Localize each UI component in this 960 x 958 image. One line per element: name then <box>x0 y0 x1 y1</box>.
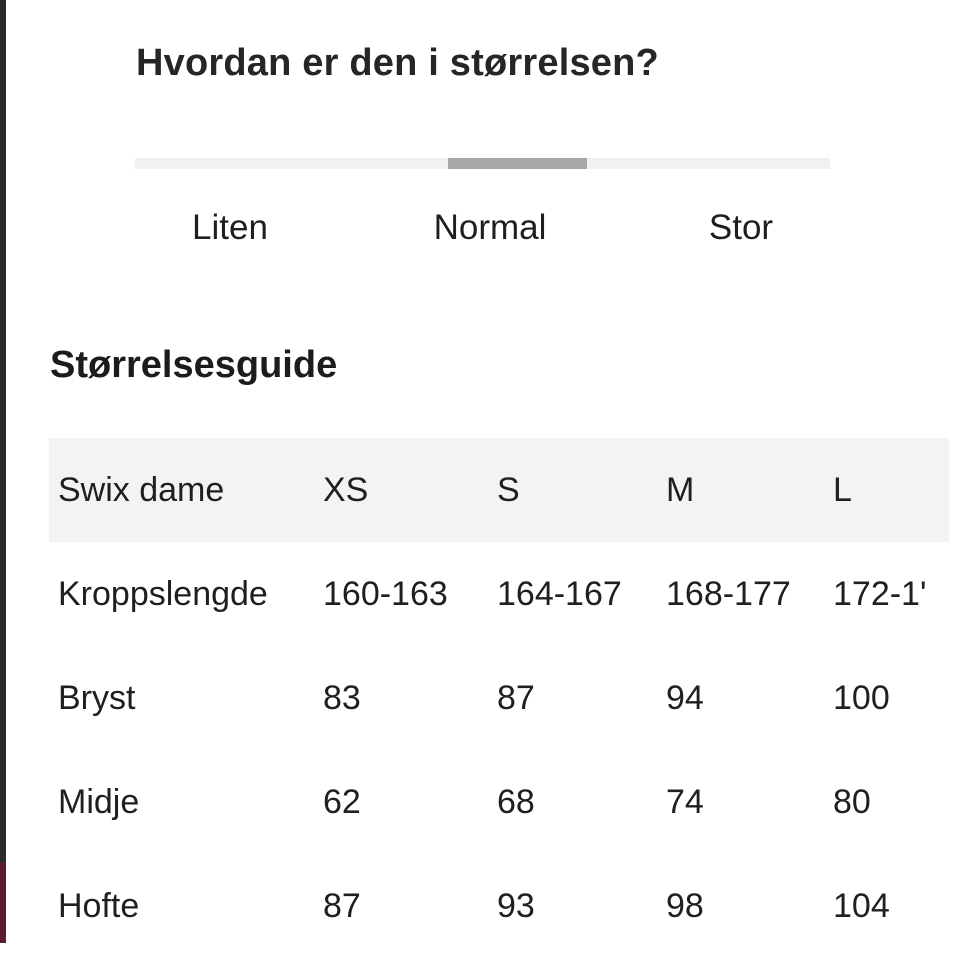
table-cell: 93 <box>497 886 535 925</box>
row-label-midje: Midje <box>58 782 140 821</box>
fit-label-stor: Stor <box>708 208 774 247</box>
fit-slider-track <box>135 158 830 169</box>
header-size-l: L <box>833 470 852 509</box>
size-table <box>49 438 949 958</box>
row-label-bryst: Bryst <box>58 678 136 717</box>
left-edge-strip <box>0 0 6 943</box>
row-label-hofte: Hofte <box>58 886 140 925</box>
table-cell: 87 <box>323 886 361 925</box>
table-cell: 168-177 <box>666 574 791 613</box>
table-row <box>49 854 949 958</box>
header-size-s: S <box>497 470 520 509</box>
fit-label-liten: Liten <box>192 208 268 247</box>
fit-question-title: Hvordan er den i størrelsen? <box>136 42 659 84</box>
table-cell: 164-167 <box>497 574 622 613</box>
fit-label-normal: Normal <box>433 208 547 247</box>
table-cell: 104 <box>833 886 890 925</box>
table-cell: 83 <box>323 678 361 717</box>
size-guide-title: Størrelsesguide <box>50 344 338 386</box>
row-label-kroppslengde: Kroppslengde <box>58 574 268 613</box>
table-cell: 62 <box>323 782 361 821</box>
header-brand: Swix dame <box>58 470 225 509</box>
size-table-header-row <box>49 438 949 542</box>
left-edge-accent <box>0 862 6 943</box>
table-cell: 100 <box>833 678 890 717</box>
table-cell: 160-163 <box>323 574 448 613</box>
header-size-m: M <box>666 470 695 509</box>
table-row <box>49 750 949 854</box>
table-cell: 98 <box>666 886 704 925</box>
table-row <box>49 646 949 750</box>
size-table-scroll-area[interactable] <box>49 438 927 943</box>
table-cell: 94 <box>666 678 704 717</box>
table-cell: 74 <box>666 782 704 821</box>
header-size-xs: XS <box>323 470 369 509</box>
table-cell: 172-1' <box>833 574 927 613</box>
table-cell: 68 <box>497 782 535 821</box>
table-row <box>49 542 949 646</box>
table-cell: 87 <box>497 678 535 717</box>
table-cell: 80 <box>833 782 871 821</box>
fit-slider-indicator <box>448 158 587 169</box>
